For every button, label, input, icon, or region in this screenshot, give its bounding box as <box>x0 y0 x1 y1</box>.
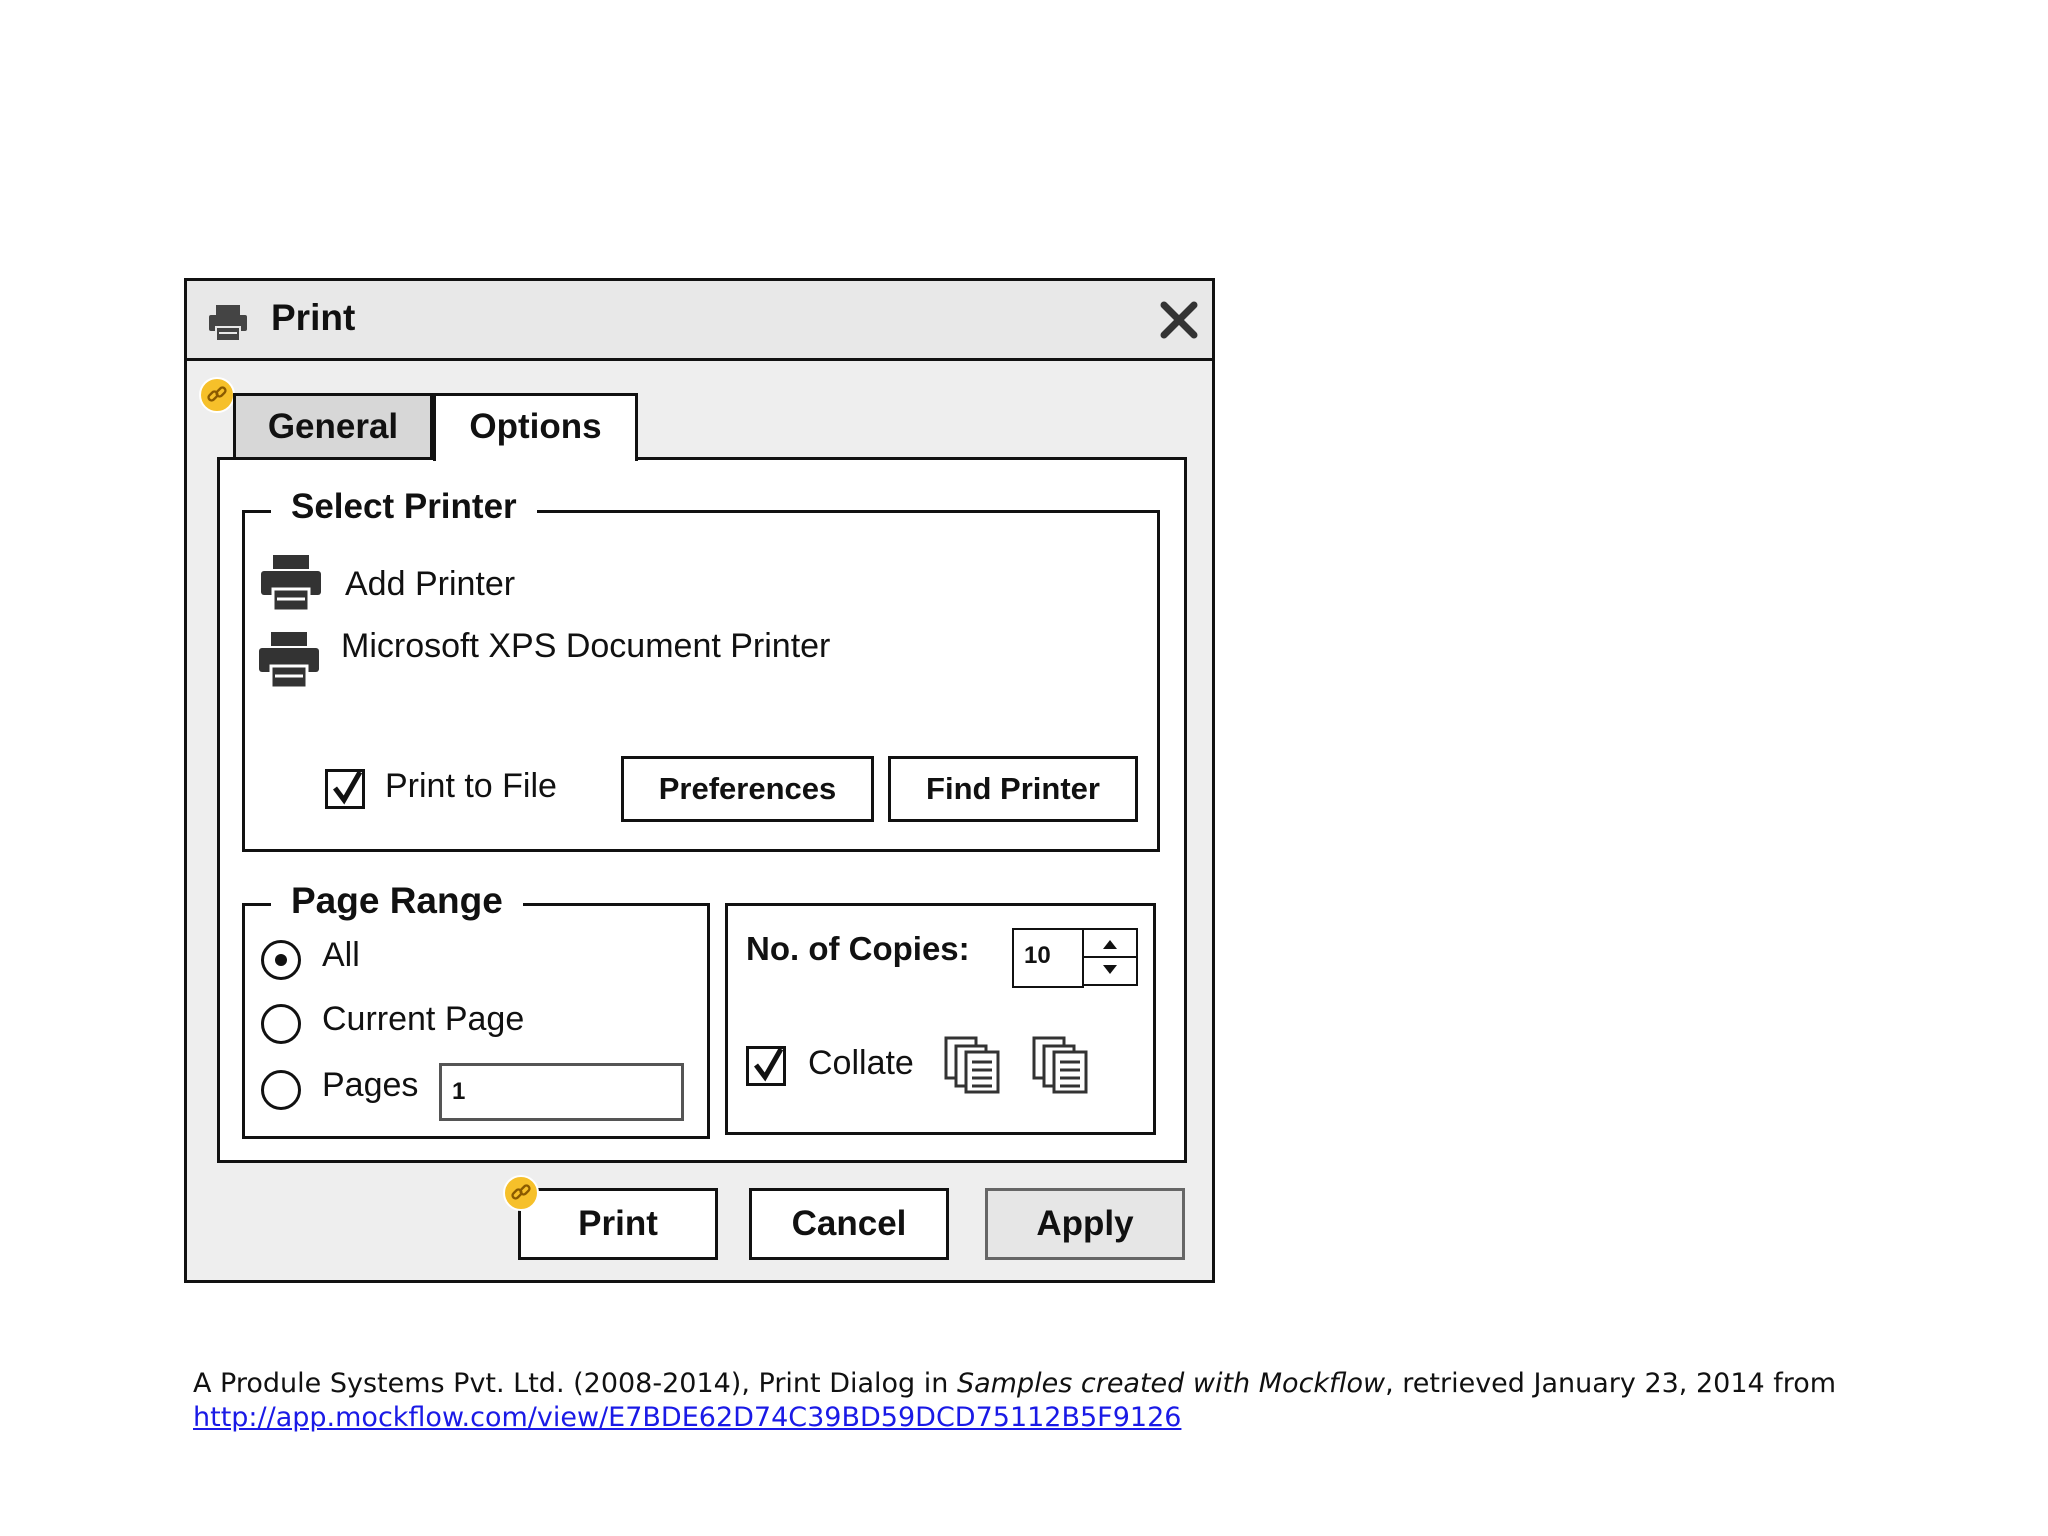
tab-general[interactable]: General <box>233 393 433 458</box>
radio-current-page-label: Current Page <box>322 1000 525 1038</box>
title-bar <box>187 281 1212 361</box>
caption-suffix: , retrieved January 23, 2014 from <box>1385 1368 1837 1399</box>
link-badge-icon <box>503 1175 539 1211</box>
source-caption <box>193 1368 1836 1399</box>
print-to-file-label: Print to File <box>385 767 557 805</box>
pages-input[interactable]: 1 <box>439 1063 684 1121</box>
link-badge-icon <box>199 377 235 413</box>
print-button[interactable]: Print <box>518 1188 718 1260</box>
close-icon[interactable] <box>1156 297 1202 343</box>
select-printer-group <box>242 487 1160 852</box>
printer-icon <box>257 630 321 692</box>
copies-group <box>725 903 1156 1135</box>
radio-pages-label: Pages <box>322 1066 419 1104</box>
select-printer-legend: Select Printer <box>271 487 537 527</box>
print-to-file-checkbox[interactable] <box>325 769 365 809</box>
radio-pages[interactable] <box>261 1070 301 1110</box>
check-icon <box>329 768 365 808</box>
copies-spinner[interactable] <box>1082 928 1138 986</box>
collate-pages-icon <box>1030 1034 1090 1096</box>
collate-label: Collate <box>808 1044 914 1082</box>
tab-options[interactable]: Options <box>433 393 638 461</box>
radio-current-page[interactable] <box>261 1004 301 1044</box>
page-range-group <box>242 880 710 1139</box>
caption-italic: Samples created with Mockflow <box>956 1368 1386 1399</box>
page-range-legend: Page Range <box>271 880 523 922</box>
printer-item-xps[interactable] <box>257 626 831 692</box>
printer-label: Microsoft XPS Document Printer <box>341 626 831 665</box>
window-title: Print <box>271 297 356 338</box>
source-link[interactable]: http://app.mockflow.com/view/E7BDE62D74C39BD59DCD75112B5F9126 <box>193 1402 1182 1433</box>
printer-icon <box>259 553 323 615</box>
print-dialog <box>184 278 1215 1283</box>
radio-all-label: All <box>322 936 360 974</box>
caption-prefix: A Produle Systems Pvt. Ltd. (2008-2014), Print Dialog in <box>193 1368 957 1399</box>
collate-checkbox[interactable] <box>746 1046 786 1086</box>
collate-pages-icon <box>942 1034 1002 1096</box>
tab-panel <box>217 457 1187 1163</box>
find-printer-button[interactable]: Find Printer <box>888 756 1138 822</box>
apply-button[interactable]: Apply <box>985 1188 1185 1260</box>
copies-label: No. of Copies: <box>746 930 970 967</box>
printer-label: Add Printer <box>345 564 516 603</box>
check-icon <box>750 1045 786 1085</box>
cancel-button[interactable]: Cancel <box>749 1188 949 1260</box>
printer-icon <box>207 303 249 343</box>
spinner-arrows-icon <box>1084 930 1136 984</box>
preferences-button[interactable]: Preferences <box>621 756 874 822</box>
radio-all[interactable] <box>261 940 301 980</box>
copies-input[interactable]: 10 <box>1012 928 1084 988</box>
printer-item-add[interactable] <box>259 553 515 615</box>
radio-selected-dot <box>275 954 287 966</box>
